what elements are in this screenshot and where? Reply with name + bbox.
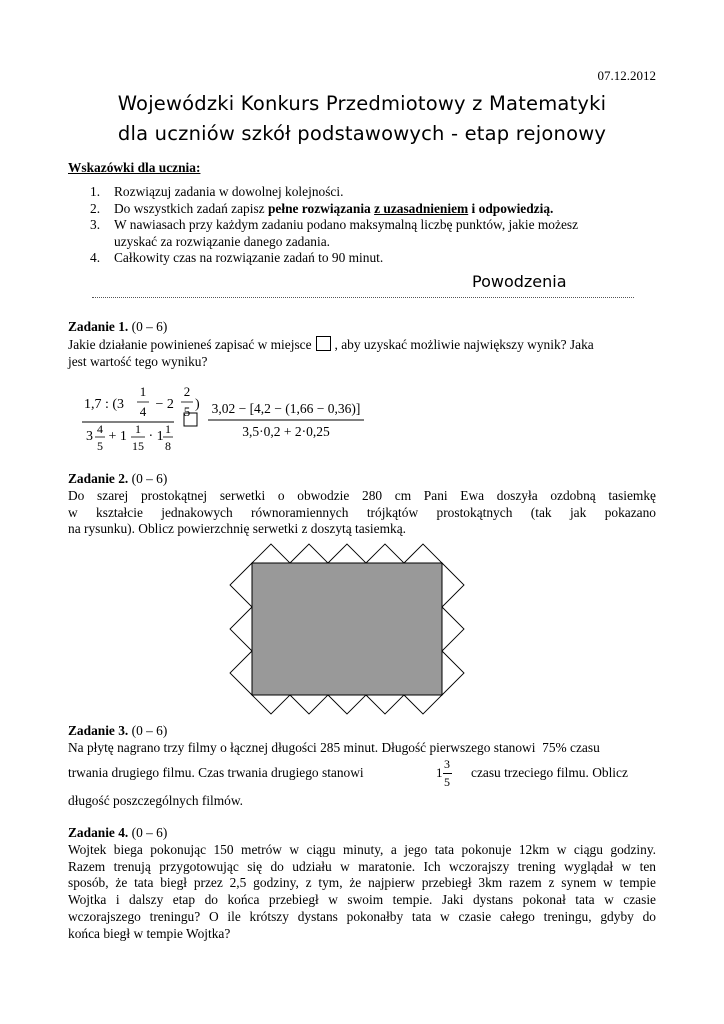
- den-f3-den: 8: [165, 439, 171, 453]
- ribbon-triangle: [230, 563, 252, 607]
- left-frac-a-den: 4: [139, 404, 147, 419]
- task-4-label: Zadanie 4.: [68, 825, 129, 840]
- task-1-points: (0 – 6): [131, 319, 168, 334]
- hints-list: [90, 184, 660, 267]
- ribbon-triangle: [442, 563, 464, 607]
- dotted-divider: [92, 297, 634, 298]
- task-3-line-2: trwania drugiego filmu. Czas trwania drugiego stanowi 1 3 5 czasu trzeciego filmu. Oblicz: [68, 757, 628, 789]
- hint-item: [90, 217, 660, 250]
- ribbon-triangle: [290, 544, 328, 563]
- task-2-points: (0 – 6): [131, 471, 168, 486]
- right-numerator: 3,02 − [4,2 − (1,66 − 0,36)]: [211, 401, 361, 416]
- task-1-label: Zadanie 1.: [68, 319, 129, 334]
- task-4-line-4: Wojtka i dalszy etap do końca przebiegł w swoim tempie. Jaki dystans pokonał tata w czasie: [68, 892, 656, 908]
- task-4: [68, 825, 656, 943]
- task-3-line-1: Na płytę nagrano trzy filmy o łącznej długości 285 minut. Długość pierwszego stanowi 75% czasu: [68, 739, 600, 755]
- hint-number: 2.: [90, 200, 101, 216]
- mixed-num: 3: [444, 757, 450, 771]
- task-2-line-3: na rysunku). Oblicz powierzchnię serwetki z doszytą tasiemką.: [68, 521, 406, 537]
- hint-text: Rozwiązuj zadania w dowolnej kolejności.: [114, 184, 344, 199]
- napkin-diagram: [228, 540, 468, 718]
- task-3-line-3: długość poszczególnych filmów.: [68, 793, 244, 808]
- task-4-line-3: sposób, że tata biegł przez 2,5 godziny, z tym, że najpierw przebiegł 3km razem z synem w tempie: [68, 875, 656, 891]
- ribbon-triangle: [404, 695, 442, 714]
- ribbon-triangle: [366, 695, 404, 714]
- title-line-2: dla uczniów szkół podstawowych - etap rejonowy: [117, 122, 607, 145]
- ribbon-triangle: [230, 607, 252, 651]
- task-2: [68, 471, 656, 538]
- left-frac-b-num: 2: [183, 384, 191, 399]
- ribbon-triangle: [328, 695, 366, 714]
- hint-item: [90, 184, 660, 201]
- task-2-line-1: Do szarej prostokątnej serwetki o obwodzie 280 cm Pani Ewa doszyła ozdobną tasiemkę: [68, 487, 656, 503]
- ribbon-triangle: [290, 695, 328, 714]
- task-4-line-2: Razem trenują przygotowując się do udziału w maratonie. Ich wczorajszy trening wyglądał w ten: [68, 858, 656, 874]
- date: 07.12.2012: [597, 68, 656, 83]
- den-f1-den: 5: [97, 439, 103, 453]
- mixed-bar: [443, 773, 452, 774]
- hint-number: 3.: [90, 217, 101, 232]
- task-3: [68, 723, 656, 757]
- ribbon-triangle: [230, 651, 252, 695]
- task-4-line-6: końca biegł w tempie Wojtka?: [68, 925, 231, 941]
- den-f2-num: 1: [135, 422, 141, 436]
- task-3-label: Zadanie 3.: [68, 723, 129, 738]
- right-denominator: 3,5·0,2 + 2·0,25: [242, 424, 330, 439]
- title-line-1: Wojewódzki Konkurs Przedmiotowy z Matematyki: [117, 92, 607, 115]
- ribbon-triangle: [252, 695, 290, 714]
- ribbon-triangle: [442, 607, 464, 651]
- hint-item: [90, 250, 660, 267]
- left-frac-b-den: 5: [183, 404, 191, 419]
- left-close: ): [195, 397, 200, 412]
- ribbon-triangle: [328, 544, 366, 563]
- task-3-points: (0 – 6): [131, 723, 168, 738]
- left-prefix: 1,7 : (3: [84, 397, 125, 412]
- den-f2-den: 15: [132, 439, 144, 453]
- ribbon-triangle: [404, 544, 442, 563]
- hint-item: [90, 201, 660, 218]
- ribbon-triangle: [252, 544, 290, 563]
- task-1-text: Jakie działanie powinieneś zapisać w miejsce , aby uzyskać możliwie największy wynik? Jaka: [68, 336, 594, 352]
- hint-text: W nawiasach przy każdym zadaniu podano maksymalną liczbę punktów, jakie możesz uzyskać za rozwiązanie danego zadania.: [114, 217, 579, 249]
- den-f3-num: 1: [165, 422, 171, 436]
- task-4-line-5: wczorajszego treningu? O ile krótszy dystans pokonałby tata w czasie całego treningu, gdyby do: [68, 908, 656, 924]
- task-1: [68, 319, 656, 370]
- task-4-points: (0 – 6): [131, 825, 168, 840]
- task-2-label: Zadanie 2.: [68, 471, 129, 486]
- den-dot: · 1: [145, 429, 164, 444]
- hint-number: 1.: [90, 184, 101, 199]
- napkin-rectangle: [252, 563, 442, 695]
- den-plus: + 1: [105, 429, 127, 444]
- hints-heading: Wskazówki dla ucznia:: [68, 160, 201, 175]
- farewell: Powodzenia: [472, 272, 567, 291]
- left-frac-a-num: 1: [139, 384, 147, 399]
- task-1-text-2: jest wartość tego wyniku?: [68, 353, 208, 369]
- den-whole: 3: [86, 429, 93, 444]
- hint-text: Do wszystkich zadań zapisz pełne rozwiązania z uzasadnieniem i odpowiedzią.: [114, 200, 554, 216]
- task-2-line-2: w kształcie jednakowych równoramiennych trójkątów prostokątnych (tak jak pokazano: [68, 504, 656, 520]
- ribbon-triangle: [442, 651, 464, 695]
- blank-box-icon: [316, 336, 331, 351]
- mixed-whole: 1: [436, 765, 443, 780]
- den-f1-num: 4: [97, 422, 103, 436]
- mixed-den: 5: [444, 775, 450, 789]
- hint-number: 4.: [90, 250, 101, 265]
- hint-text: Całkowity czas na rozwiązanie zadań to 90 minut.: [114, 250, 384, 265]
- left-minus: − 2: [152, 397, 174, 412]
- task-1-expression: [80, 382, 380, 460]
- ribbon-triangle: [366, 544, 404, 563]
- task-4-line-1: Wojtek biega pokonując 150 metrów w ciągu minuty, a jego tata pokonuje 12km w ciągu godziny.: [68, 841, 656, 857]
